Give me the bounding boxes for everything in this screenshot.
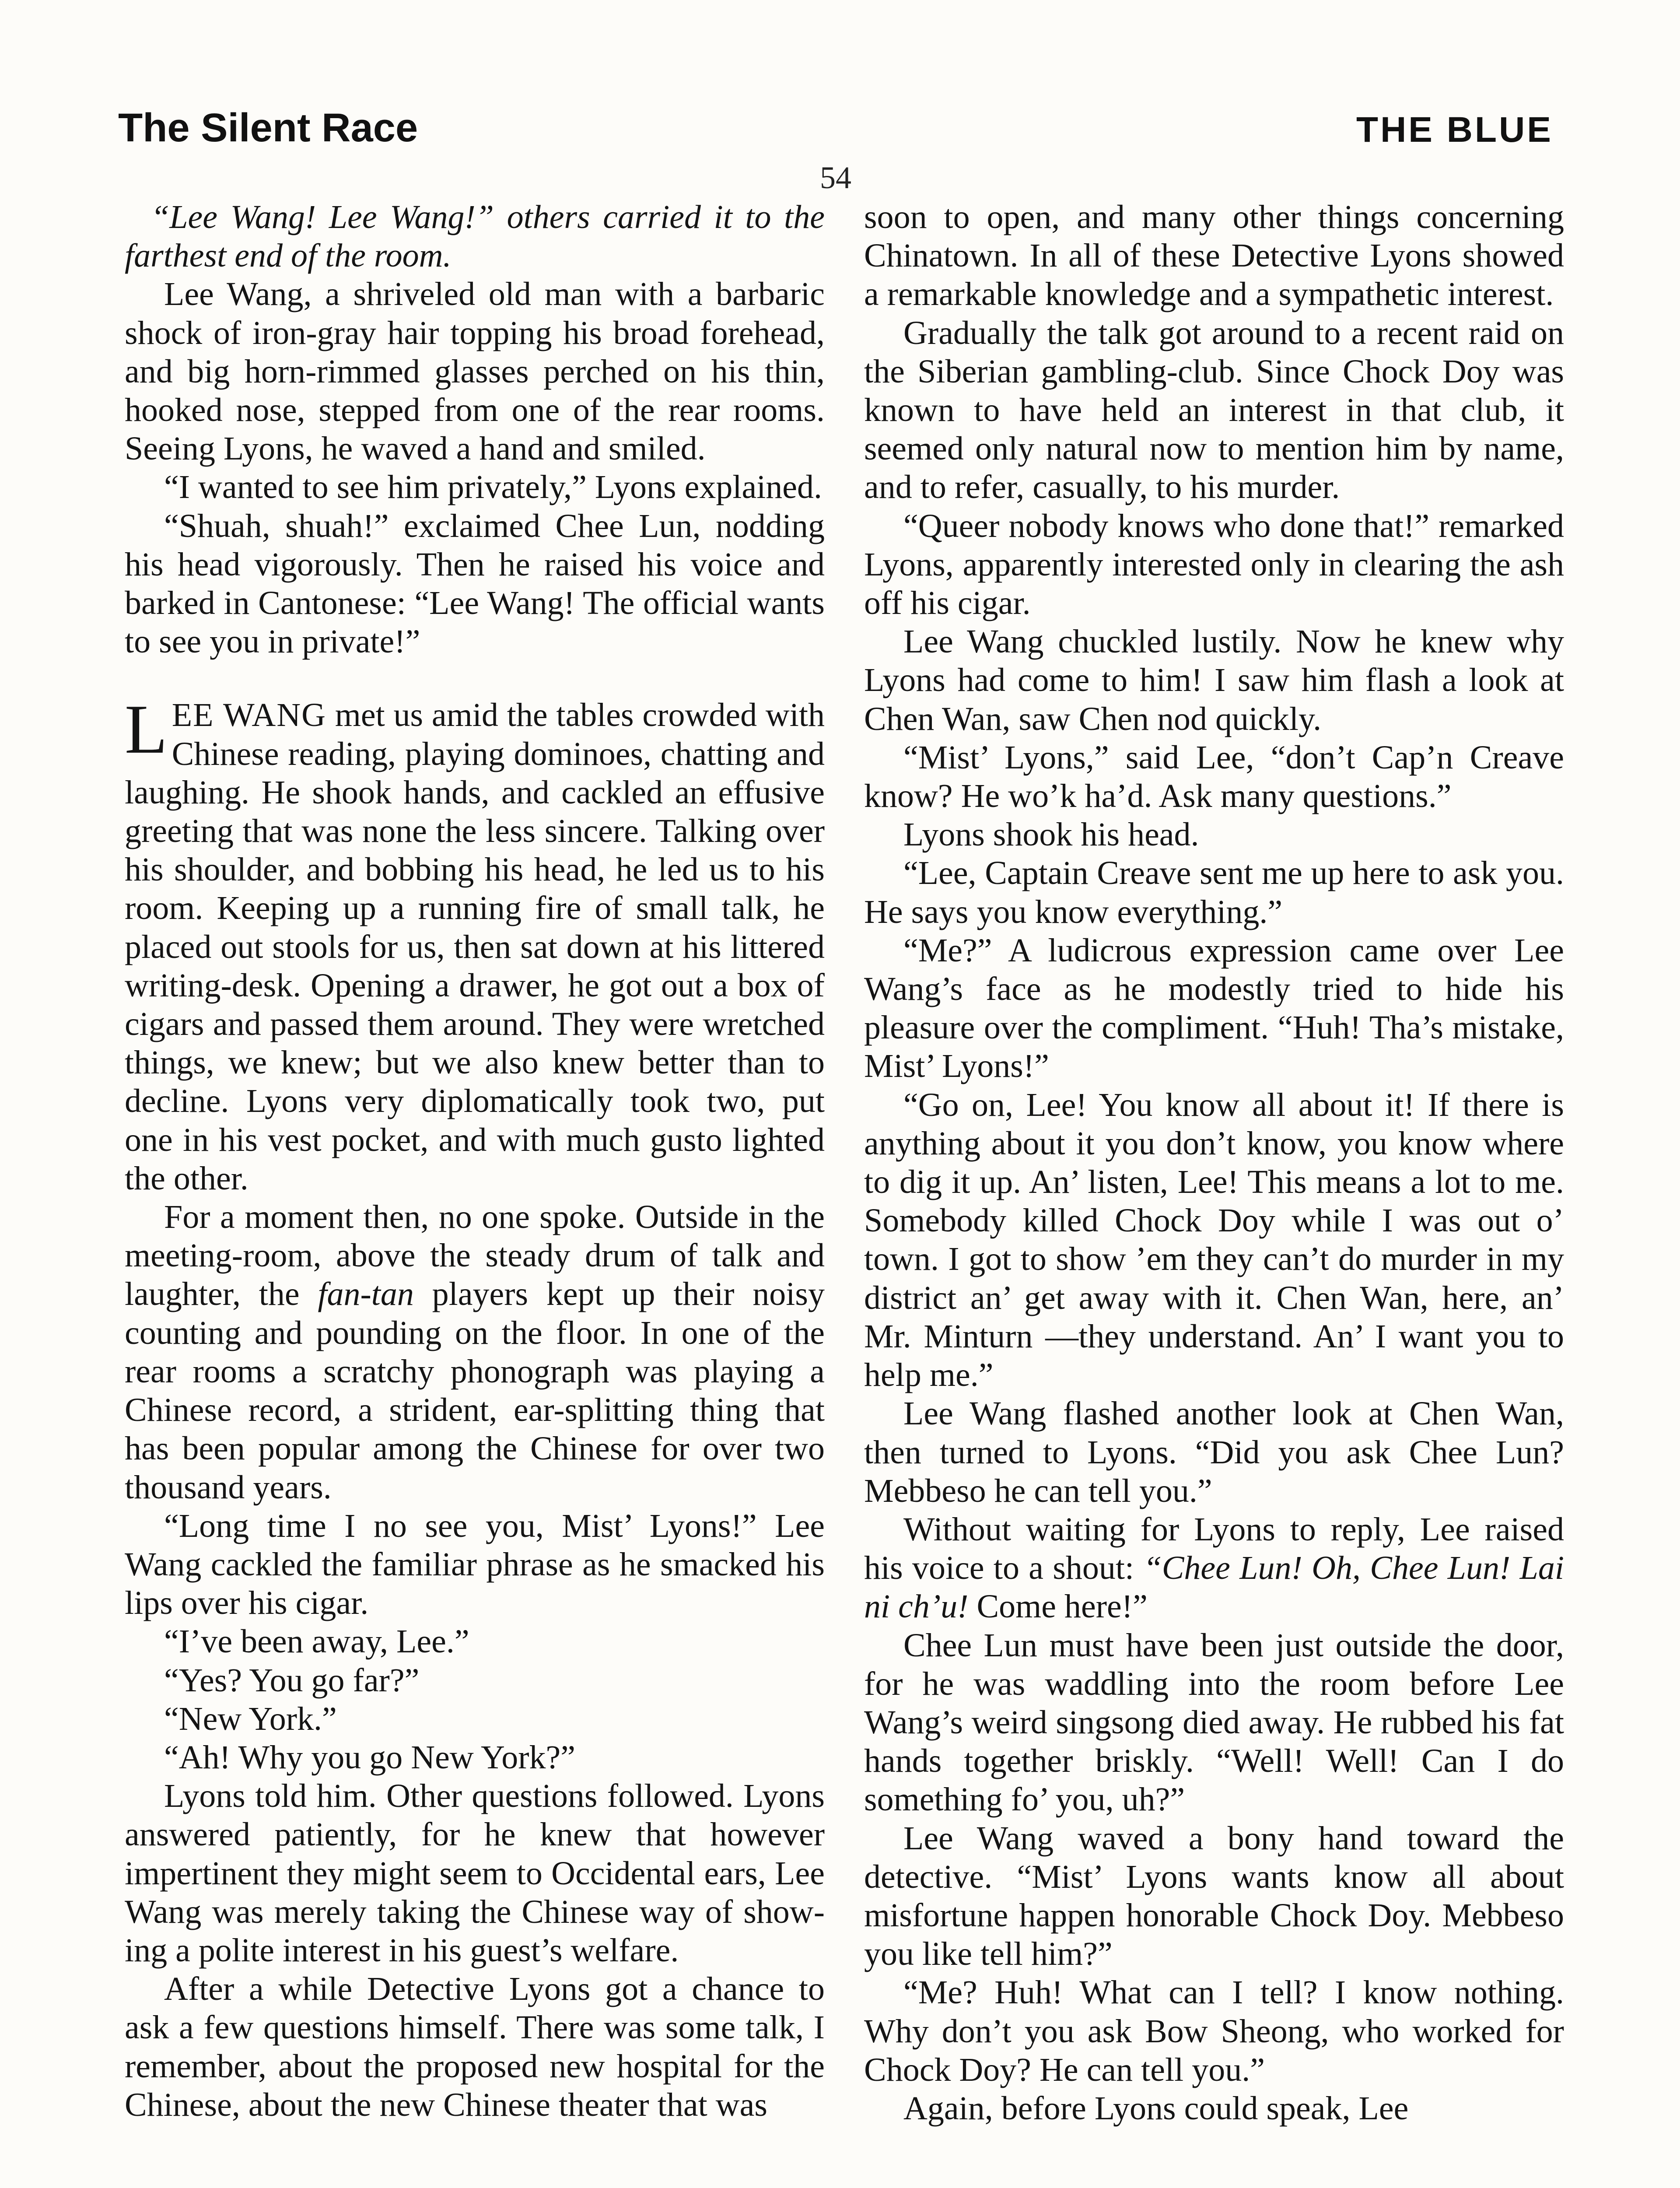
page-number: 54 <box>820 160 851 195</box>
paragraph: Lee Wang, a shriveled old man with a barbaric shock of iron-gray hair topping his broad forehead, and big horn-rimmed glasses perched on his thin, hooked nose, stepped from one of the rear rooms. Seeing Lyons, he waved a hand and smiled. <box>125 276 825 467</box>
paragraph-text: For a moment then, no one spoke. Outside in the meeting-room, above the steady drum of talk and laughter, the <box>125 1199 825 1313</box>
paragraph: Again, before Lyons could speak, Lee <box>903 2090 1409 2127</box>
paragraph <box>864 1510 1564 1626</box>
paragraph: Chee Lun must have been just outside the door, for he was waddling into the room before Lee Wang’s weird singsong died away. He rubbed his fat hands together briskly. “Well! Well! Can I do something fo’ you, uh?” <box>864 1627 1564 1818</box>
story-title: The Silent Race <box>118 105 418 150</box>
paragraph: Gradually the talk got around to a recent raid on the Siberian gambling-club. Since Chock Doy was known to have held an interest in that club, it seemed only natural now to mention him by name, and to refer, casually, to his murder. <box>864 314 1564 506</box>
drop-cap: L <box>125 690 168 768</box>
paragraph: Lyons told him. Other questions followed. Lyons answered patiently, for he knew that however impertinent they might seem to Occidental ears, Lee Wang was merely taking the Chinese way of showing a polite interest in his guest’s welfare. <box>125 1778 825 1969</box>
small-caps-lead: EE WANG <box>172 697 326 734</box>
section-break <box>125 661 825 696</box>
paragraph-text: met us amid the tables crowded with Chinese reading, playing dominoes, chatting and laughing. He shook hands, and cackled an effusive greeting that was none the less sincere. Talking over his shoulder, and bobbing his head, he led us to his room. Keeping up a running fire of small talk, he placed out stools for us, then sat down at his littered writing-desk. Opening a drawer, he got out a box of cigars and passed them around. They were wretched things, we knew; but we also knew better than to decline. Lyons very diplomatically took two, put one in his vest pocket, and with much gusto lighted the other. <box>125 697 825 1197</box>
paragraph: “Long time I no see you, Mist’ Lyons!” Lee Wang cackled the familiar phrase as he smacked his lips over his cigar. <box>125 1507 825 1622</box>
paragraph <box>125 1198 825 1507</box>
paragraph: “Ah! Why you go New York?” <box>164 1739 576 1776</box>
paragraph-text: players kept up their noisy counting and pounding on the floor. In one of the rear rooms a scratchy phonograph was playing a Chinese record, a strident, ear-splitting thing that has been popular among the Chinese for over two thousand years. <box>125 1276 825 1506</box>
paragraph: “Shuah, shuah!” exclaimed Chee Lun, nodding his head vigorously. Then he raised his voice and barked in Cantonese: “Lee Wang! The official wants to see you in private!” <box>125 507 825 660</box>
paragraph: “Lee, Captain Creave sent me up here to ask you. He says you know everything.” <box>864 855 1564 930</box>
paragraph <box>125 690 825 1198</box>
italic-text: “Lee Wang! Lee Wang!” others carried it to the farthest end of the room. <box>125 199 825 274</box>
paragraph-text: Come here!” <box>968 1588 1148 1625</box>
paragraph: “Mist’ Lyons,” said Lee, “don’t Cap’n Creave know? He wo’k ha’d. Ask many questions.” <box>864 739 1564 815</box>
paragraph <box>125 198 825 275</box>
left-column <box>125 198 825 2124</box>
paragraph-text: Without waiting for Lyons to reply, Lee raised his voice to a shout: <box>864 1511 1564 1587</box>
paragraph: Lee Wang waved a bony hand toward the detective. “Mist’ Lyons wants know all about misfortune happen honorable Chock Doy. Mebbeso you like tell him?” <box>864 1820 1564 1973</box>
paragraph: “I’ve been away, Lee.” <box>164 1623 469 1660</box>
paragraph: “Me? Huh! What can I tell? I know nothing. Why don’t you ask Bow Sheong, who worked for Chock Doy? He can tell you.” <box>864 1974 1564 2088</box>
paragraph: “Queer nobody knows who done that!” remarked Lyons, apparently interested only in clearing the ash off his cigar. <box>864 507 1564 622</box>
paragraph: Lee Wang flashed another look at Chen Wan, then turned to Lyons. “Did you ask Chee Lun? Mebbeso he can tell you.” <box>864 1395 1564 1509</box>
right-column <box>864 198 1564 2128</box>
paragraph: soon to open, and many other things concerning Chinatown. In all of these Detective Lyons showed a remarkable knowledge and a sympathetic interest. <box>864 199 1564 313</box>
paragraph: “I wanted to see him privately,” Lyons explained. <box>164 469 822 506</box>
paragraph: “Yes? You go far?” <box>164 1662 420 1699</box>
paragraph: “Me?” A ludicrous expression came over Lee Wang’s face as he modestly tried to hide his pleasure over the compliment. “Huh! Tha’s mistake, Mist’ Lyons!” <box>864 932 1564 1085</box>
magazine-name: THE BLUE <box>1356 110 1553 150</box>
paragraph: Lyons shook his head. <box>903 816 1199 853</box>
paragraph: “Go on, Lee! You know all about it! If there is anything about it you don’t know, you know where to dig it up. An’ listen, Lee! This means a lot to me. Somebody killed Chock Doy while I was out o’ town. I got to show ’em they can’t do murder in my district an’ get away with it. Chen Wan, here, an’ Mr. Minturn —they understand. An’ I want you to help me.” <box>864 1086 1564 1394</box>
paragraph: “New York.” <box>164 1700 337 1737</box>
italic-text: “Chee Lun! Oh, Chee Lun! Lai ni ch’u! <box>864 1550 1564 1625</box>
paragraph: After a while Detective Lyons got a chance to ask a few questions himself. There was some talk, I remember, about the proposed new hospital for the Chinese, about the new Chinese theater that was <box>125 1971 825 2123</box>
italic-text: fan-tan <box>318 1276 414 1313</box>
paragraph: Lee Wang chuckled lustily. Now he knew why Lyons had come to him! I saw him flash a look at Chen Wan, saw Chen nod quickly. <box>864 623 1564 737</box>
